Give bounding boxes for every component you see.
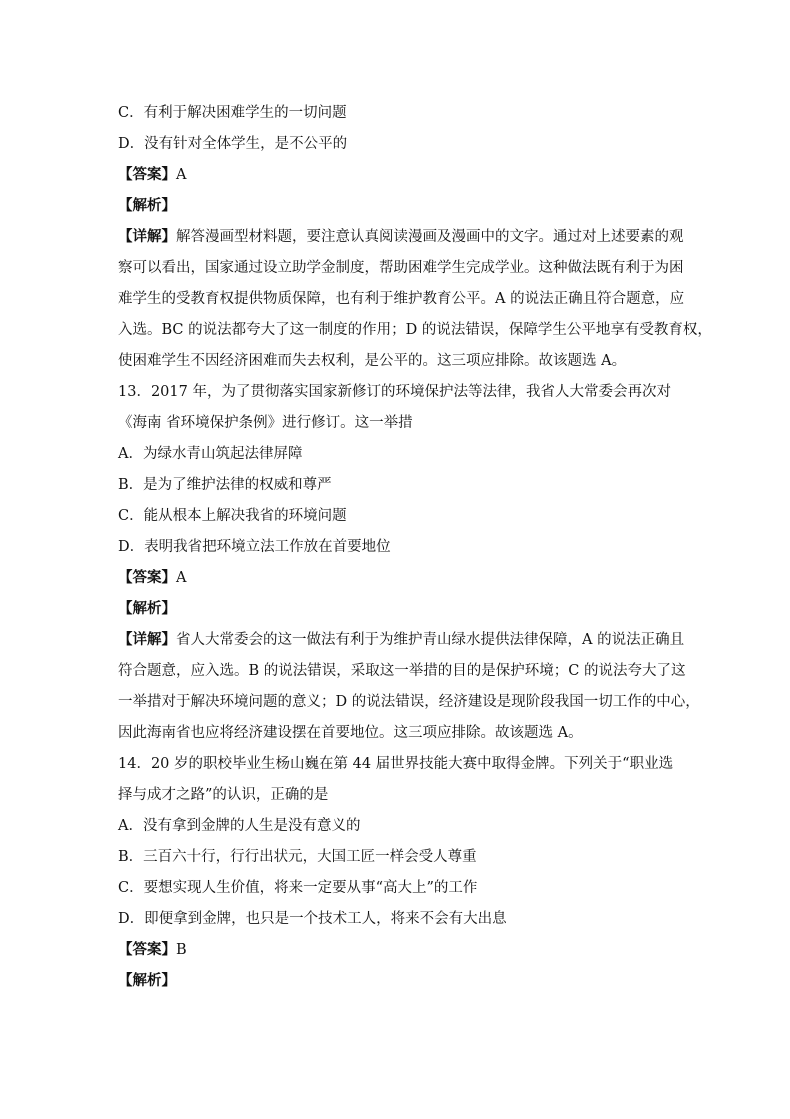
q12-detail-line: 使困难学生不因经济困难而失去权利，是公平的。这三项应排除。故该题选 A。 — [118, 353, 627, 369]
answer-label: 【答案】 — [118, 569, 176, 586]
q12-detail-line: 察可以看出，国家通过设立助学金制度，帮助困难学生完成学业。这种做法既有利于为困 — [118, 260, 684, 276]
q14-option-a: A．没有拿到金牌的人生是没有意义的 — [118, 818, 361, 834]
q12-option-c: C．有利于解决困难学生的一切问题 — [118, 105, 347, 121]
answer-value: B — [176, 942, 187, 958]
q13-answer — [118, 568, 718, 588]
q12-option-d: D．没有针对全体学生，是不公平的 — [118, 136, 348, 152]
q14-answer — [118, 940, 718, 960]
answer-label: 【答案】 — [118, 166, 176, 183]
answer-value: A — [176, 570, 187, 586]
q12-answer — [118, 165, 718, 185]
q13-option-c: C．能从根本上解决我省的环境问题 — [118, 508, 347, 524]
detail-text: 省人大常委会的这一做法有利于为维护青山绿水提供法律保障，A 的说法正确且 — [176, 632, 685, 648]
q13-stem-line: 13．2017 年，为了贯彻落实国家新修订的环境保护法等法律，我省人大常委会再次对 — [118, 384, 671, 400]
q13-option-a: A．为绿水青山筑起法律屏障 — [118, 446, 303, 462]
q14-stem-line: 择与成才之路”的认识，正确的是 — [118, 787, 329, 803]
q12-detail-line: 难学生的受教育权提供物质保障，也有利于维护教育公平。A 的说法正确且符合题意，应 — [118, 291, 685, 307]
q13-option-d: D．表明我省把环境立法工作放在首要地位 — [118, 539, 391, 555]
answer-value: A — [176, 167, 187, 183]
detail-label: 【详解】 — [118, 228, 176, 245]
q13-detail-line: 符合题意，应入选。B 的说法错误，采取这一举措的目的是保护环境；C 的说法夸大了这 — [118, 663, 686, 679]
q12-detail-line: 入选。BC 的说法都夸大了这一制度的作用；D 的说法错误，保障学生公平地享有受教育权， — [118, 322, 712, 338]
detail-text: 解答漫画型材料题，要注意认真阅读漫画及漫画中的文字。通过对上述要素的观 — [176, 229, 684, 245]
q13-option-b: B．是为了维护法律的权威和尊严 — [118, 477, 332, 493]
q14-analysis-label: 【解析】 — [118, 972, 176, 989]
answer-label: 【答案】 — [118, 941, 176, 958]
q13-stem-line: 《海南 省环境保护条例》进行修订。这一举措 — [118, 415, 413, 431]
q12-analysis-label: 【解析】 — [118, 197, 176, 214]
q13-detail-line: 因此海南省也应将经济建设摆在首要地位。这三项应排除。故该题选 A。 — [118, 725, 583, 741]
q14-stem-line: 14．20 岁的职校毕业生杨山巍在第 44 届世界技能大赛中取得金牌。下列关于“职业选 — [118, 756, 674, 772]
q14-option-d: D．即便拿到金牌，也只是一个技术工人，将来不会有大出息 — [118, 911, 507, 927]
q13-detail-line: 一举措对于解决环境问题的意义；D 的说法错误，经济建设是现阶段我国一切工作的中心， — [118, 694, 700, 710]
detail-label: 【详解】 — [118, 631, 176, 648]
q13-detail-line — [118, 630, 718, 650]
q14-option-b: B．三百六十行，行行出状元，大国工匠一样会受人尊重 — [118, 849, 477, 865]
q14-option-c: C．要想实现人生价值，将来一定要从事“高大上”的工作 — [118, 880, 478, 896]
q12-detail-line — [118, 227, 718, 247]
q13-analysis-label: 【解析】 — [118, 600, 176, 617]
